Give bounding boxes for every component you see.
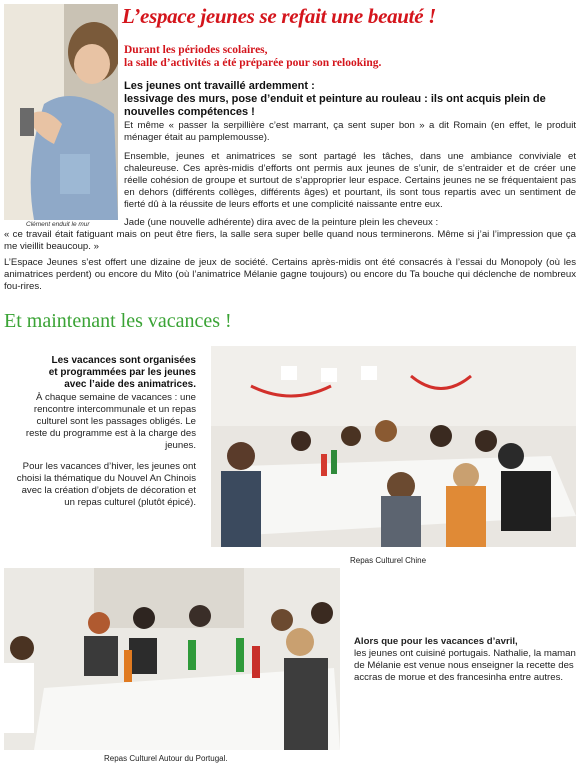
vacances-avril-body: les jeunes ont cuisiné portugais. Nathalie, la maman de Mélanie est venue nous enseigner la recette des accras de morue et des francesinha entre autres. xyxy=(354,648,576,683)
caption-repas-chine: Repas Culturel Chine xyxy=(350,556,427,565)
paragraph-serpilliere: Et même « passer la serpillière c’est marrant, ça sent super bon » a dit Romain (en effet, le produit ménager était au pamplemousse). xyxy=(124,120,576,143)
photo-clement-plastering xyxy=(4,4,118,220)
paragraph-jade-intro: Jade (une nouvelle adhérente) dira avec de la peinture plein les cheveux : xyxy=(124,217,439,228)
photo-caption-clement: Clément enduit le mur xyxy=(26,221,90,228)
photo-repas-chine xyxy=(211,346,576,547)
vacances-avril-bold: Alors que pour les vacances d’avril, xyxy=(354,636,518,647)
article-title-espace-jeunes: L’espace jeunes se refait une beauté ! xyxy=(122,4,437,28)
intro-line-1: Durant les périodes scolaires, xyxy=(124,44,268,56)
intro-line-2: la salle d’activités a été préparée pour son relooking. xyxy=(124,57,382,69)
article-title-vacances: Et maintenant les vacances ! xyxy=(4,310,232,332)
vacances-hiver-text: Pour les vacances d’hiver, les jeunes ont choisi la thématique du Nouvel An Chinois avec la création d’objets de décoration et un repas culturel (plutôt épicé). xyxy=(16,461,196,508)
paragraph-jade-quote: « ce travail était fatiguant mais on peut être fiers, la salle sera super belle quand nous terminerons. Même si j’ai l’impression que ça me vieillit beaucoup. » xyxy=(4,229,576,252)
lead-line-2: lessivage des murs, pose d’enduit et peinture au rouleau : ils ont acquis plein de nouvelles compétences ! xyxy=(124,93,546,118)
vacances-bold-intro: Les vacances sont organisées et programmées par les jeunes avec l’aide des animatrices. xyxy=(48,355,196,390)
lead-paragraph xyxy=(124,80,576,119)
photo-repas-portugal xyxy=(4,568,340,750)
caption-repas-portugal: Repas Culturel Autour du Portugal. xyxy=(104,754,228,763)
vacances-avril-text xyxy=(354,636,576,684)
paragraph-ensemble: Ensemble, jeunes et animatrices se sont partagé les tâches, dans une ambiance conviviale et chaleureuse. Ces après-midis d’efforts ont permis aux jeunes de s’unir, de s’entraider et de créer une réelle cohésion de groupe et surtout de s’approprier leur espace. Certains jeunes ne se fréquentaient pas en dehors (différents collèges, différents âges) et pourtant, ils sont tous repartis avec un sentiment de fierté dû à la réussite de leurs efforts et une complicité naissante entre eux. xyxy=(124,151,576,210)
vacances-semaine-text: À chaque semaine de vacances : une rencontre intercommunale et un repas culturel sont les passages obligés. Le reste du programme est à la charge des jeunes. xyxy=(25,392,196,451)
article-intro xyxy=(124,44,424,70)
lead-line-1: Les jeunes ont travaillé ardemment : xyxy=(124,80,315,92)
paragraph-jeux-societe: L’Espace Jeunes s’est offert une dizaine de jeux de société. Certains après-midis ont été consacrés à l’essai du Monopoly (où les animatrices perdent) ou encore du Mito (où l’animatrice Mélanie gagne toujours) ou encore du Ta bouche qui déclenche de nombreux fou-rires. xyxy=(4,257,576,292)
